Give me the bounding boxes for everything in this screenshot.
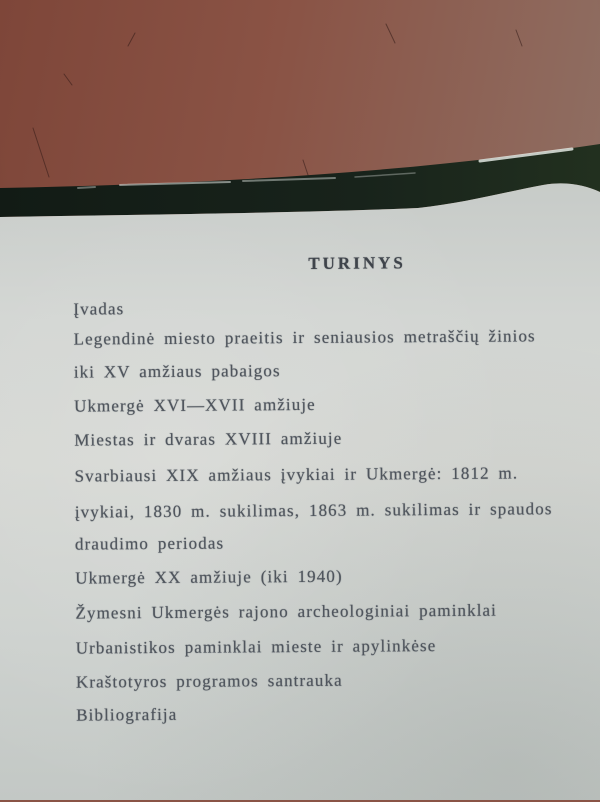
toc-line: Įvadas xyxy=(73,299,125,319)
toc-line: Ukmergė XVI—XVII amžiuje xyxy=(73,394,316,416)
toc-line: Ukmergė XX amžiuje (iki 1940) xyxy=(75,566,343,588)
toc-line: Urbanistikos paminklai mieste ir apylinkėse xyxy=(75,636,437,658)
toc-line: draudimo periodas xyxy=(74,533,225,554)
toc-line: Kraštotyros programos santrauka xyxy=(75,670,343,692)
page-title: TURINYS xyxy=(308,253,406,273)
toc-line: Bibliografija xyxy=(76,704,178,725)
toc-line: Svarbiausi XIX amžiaus įvykiai ir Ukmergė: 1812 m. xyxy=(74,463,519,486)
toc-line: Žymesni Ukmergės rajono archeologiniai paminklai xyxy=(75,600,498,623)
toc-line: iki XV amžiaus pabaigos xyxy=(73,361,281,382)
toc-line: Legendinė miesto praeitis ir seniausios metraščių žinios xyxy=(73,326,536,349)
toc-line: Miestas ir dvaras XVIII amžiuje xyxy=(74,428,343,450)
toc-line: įvykiai, 1830 m. sukilimas, 1863 m. sukilimas ir spaudos xyxy=(74,499,553,522)
